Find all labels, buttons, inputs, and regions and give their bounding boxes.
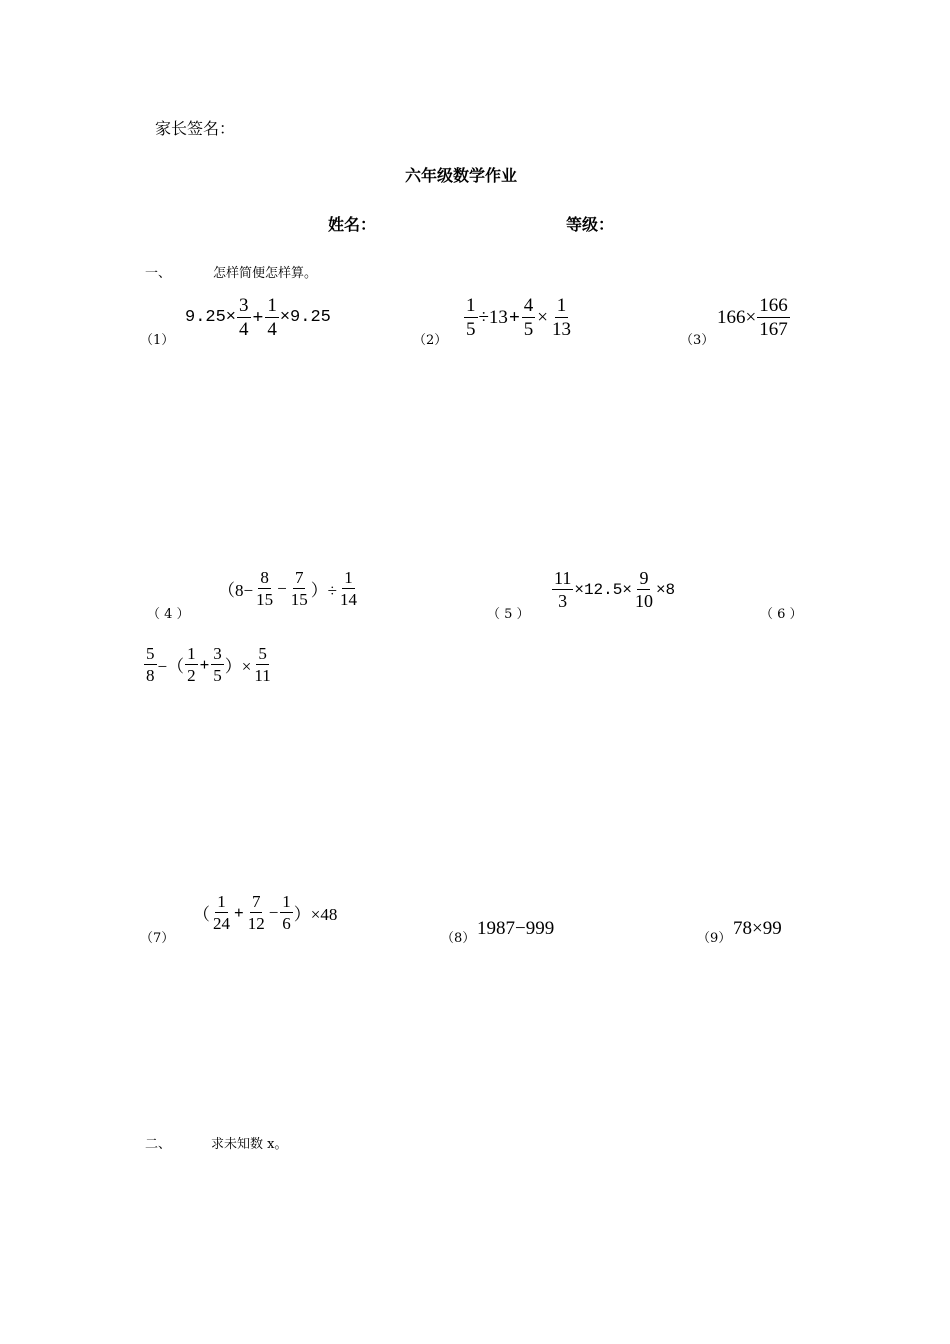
problem-5-expression: $\frac{11}{3}$ ×12.5× $\frac{9}{10}$ ×8 xyxy=(554,568,676,611)
page-title: 六年级数学作业 xyxy=(405,166,518,185)
problem-3-label: （3） xyxy=(680,333,715,348)
parent-signature-label: 家长签名： xyxy=(155,119,236,138)
problem-1-expression: 9.25× $\frac{3}{4}$ + $\frac{1}{4}$ ×9.25 xyxy=(185,295,331,340)
problem-8-label: （8） xyxy=(441,931,476,946)
name-label: 姓名： xyxy=(328,215,377,234)
problem-2-label: （2） xyxy=(413,333,448,348)
problem-7-label: （7） xyxy=(140,931,175,946)
problem-9-label: （9） xyxy=(697,931,732,946)
problem-7-expression: （ $\frac{1}{24}$ + $\frac{7}{12}$ − $\frac{1}{6}$ ）×48 xyxy=(193,892,338,933)
section2-number: 二、 xyxy=(145,1137,172,1152)
problem-6-expression: $\frac{5}{8}$ −（ $\frac{1}{2}$ + $\frac{3}{5}$ ）× $\frac{5}{11}$ xyxy=(146,644,271,685)
section1-instruction: 怎样简便怎样算。 xyxy=(213,266,318,281)
problem-4-expression: （8− $\frac{8}{15}$ − $\frac{7}{15}$ ）÷ $\frac{1}{14}$ xyxy=(218,568,358,609)
problem-6-label: （ 6 ） xyxy=(760,607,803,622)
problem-4-label: （ 4 ） xyxy=(147,607,190,622)
section1-number: 一、 xyxy=(145,266,172,281)
problem-5-label: （ 5 ） xyxy=(487,607,530,622)
problem-3-expression: 166× $\frac{166}{167}$ xyxy=(717,295,788,340)
problem-9-expression: 78×99 xyxy=(733,918,782,939)
problem-1-label: （1） xyxy=(140,333,175,348)
problem-8-expression: 1987−999 xyxy=(477,918,555,939)
grade-label: 等级： xyxy=(566,215,615,234)
problem-2-expression: $\frac{1}{5}$ ÷13 + $\frac{4}{5}$ × $\frac{1}{13}$ xyxy=(466,295,571,340)
section2-instruction: 求未知数 x。 xyxy=(211,1137,288,1152)
